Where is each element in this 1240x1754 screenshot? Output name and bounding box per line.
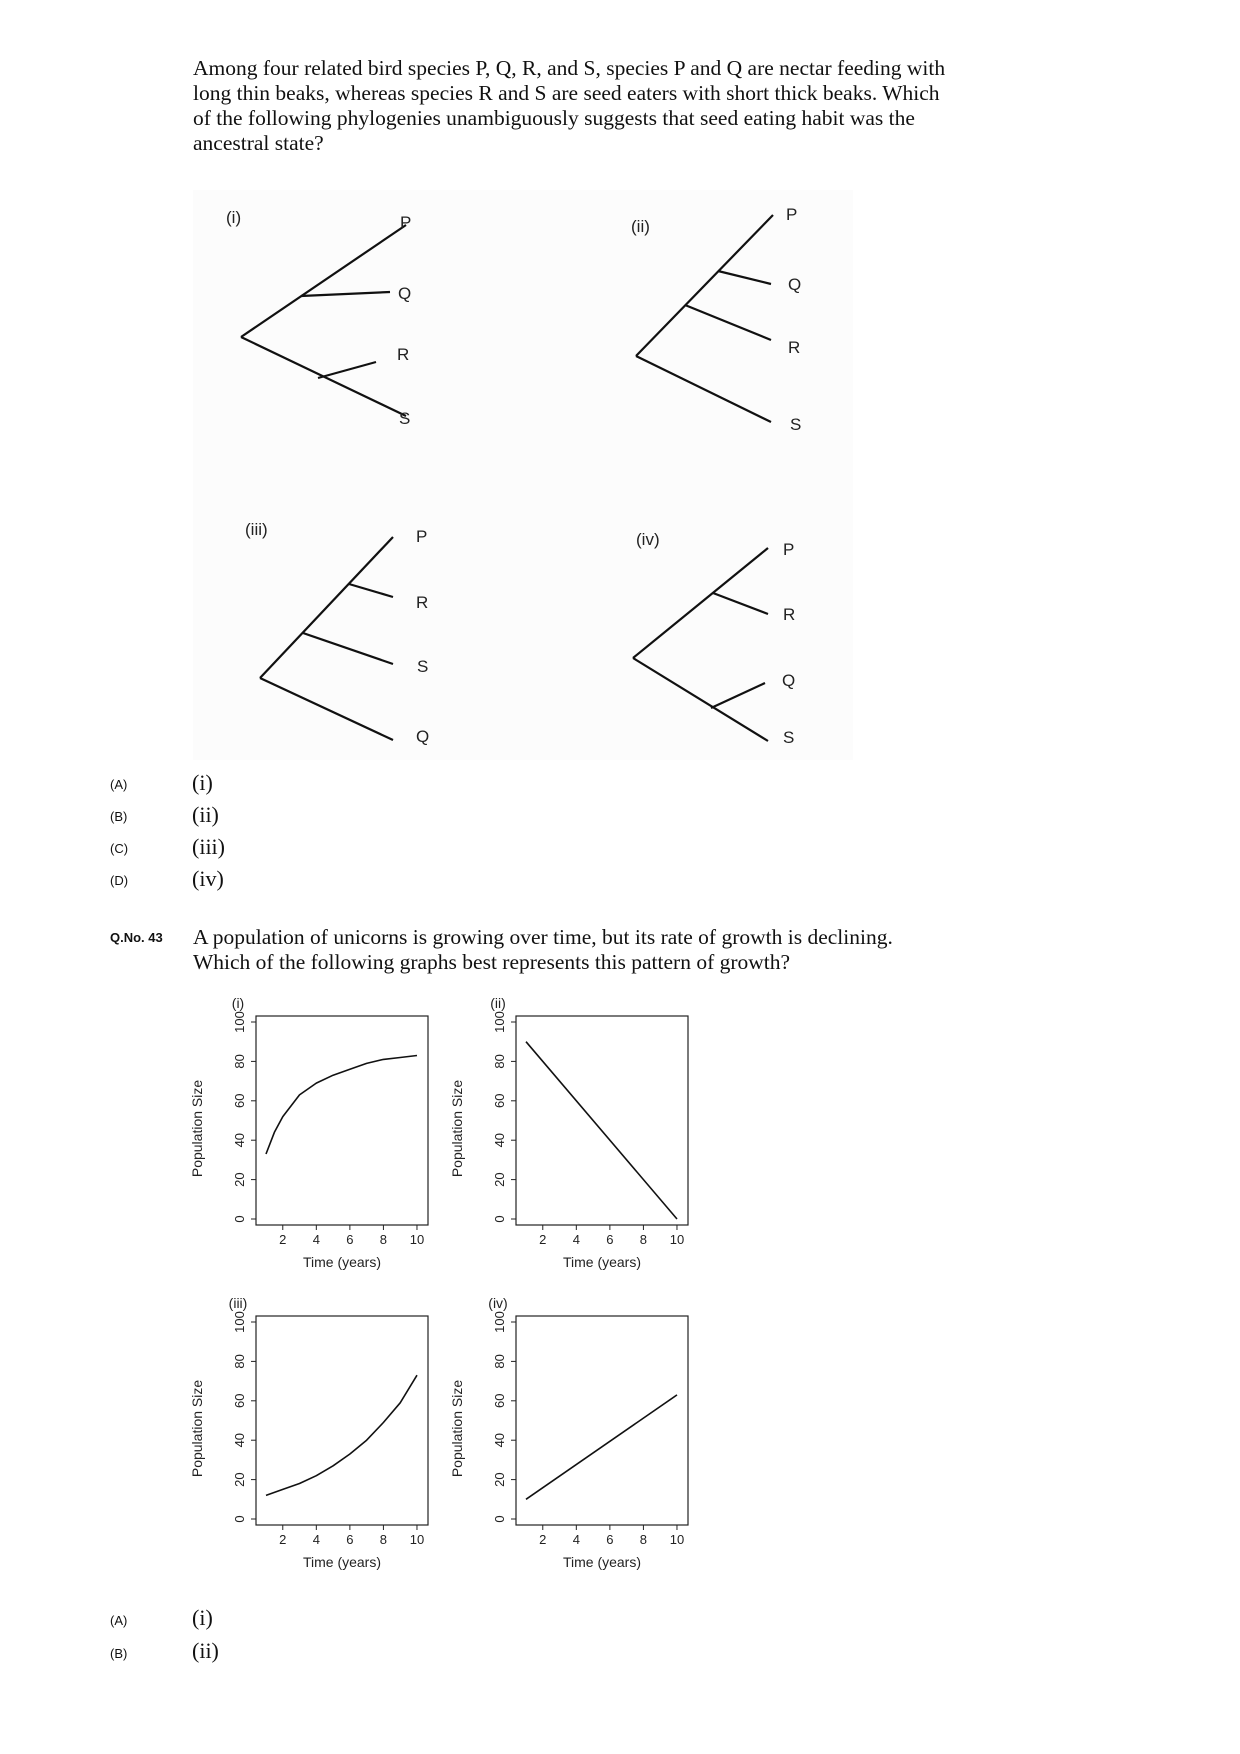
y-tick-label: 80 bbox=[232, 1054, 247, 1069]
x-tick-label: 8 bbox=[379, 1532, 388, 1547]
y-tick-label: 0 bbox=[492, 1215, 507, 1223]
plot-frame bbox=[516, 1316, 688, 1525]
chart-panel bbox=[449, 995, 688, 1270]
growth-graphs bbox=[180, 990, 700, 1600]
y-tick-label: 60 bbox=[492, 1393, 507, 1409]
x-tick-label: 10 bbox=[669, 1532, 685, 1547]
y-tick-label: 80 bbox=[492, 1354, 507, 1369]
tree-tip: S bbox=[417, 657, 429, 676]
tree-tip: S bbox=[399, 409, 411, 428]
x-axis-label: Time (years) bbox=[562, 1554, 642, 1570]
chart-title: (ii) bbox=[490, 995, 506, 1011]
y-tick-label: 100 bbox=[492, 1311, 507, 1333]
x-tick-label: 6 bbox=[346, 1232, 354, 1247]
x-tick-label: 2 bbox=[539, 1232, 547, 1247]
plot-frame bbox=[256, 1316, 428, 1525]
y-tick-label: 20 bbox=[232, 1472, 247, 1487]
y-tick-label: 40 bbox=[232, 1432, 247, 1448]
question-43-text: A population of unicorns is growing over time, but its rate of growth is declining. Which of the following graphs best represents this pattern of growth? bbox=[193, 925, 893, 974]
tree-tip: R bbox=[397, 345, 410, 364]
y-tick-label: 0 bbox=[232, 1515, 247, 1523]
chart-title: (i) bbox=[231, 995, 245, 1011]
tree-tip: R bbox=[416, 593, 429, 612]
y-tick-label: 40 bbox=[492, 1132, 507, 1148]
y-axis-label: Population Size bbox=[449, 1079, 465, 1178]
option-letter: (B) bbox=[110, 1646, 128, 1661]
x-tick-label: 6 bbox=[606, 1532, 614, 1547]
x-axis-label: Time (years) bbox=[302, 1554, 382, 1570]
tree-label: (ii) bbox=[631, 217, 650, 236]
chart-panel bbox=[189, 995, 428, 1270]
tree-label: (iii) bbox=[245, 520, 268, 539]
phylogeny-figure bbox=[193, 190, 853, 760]
chart-panel bbox=[449, 1295, 688, 1570]
y-tick-label: 20 bbox=[492, 1472, 507, 1487]
x-tick-label: 2 bbox=[539, 1532, 547, 1547]
question-number: Q.No. 43 bbox=[110, 930, 163, 945]
x-tick-label: 8 bbox=[379, 1232, 388, 1247]
y-tick-label: 40 bbox=[492, 1432, 507, 1448]
tree-tip: S bbox=[783, 728, 795, 747]
option-value[interactable]: (iv) bbox=[192, 866, 224, 891]
option-letter: (D) bbox=[110, 873, 129, 888]
tree-tip: R bbox=[788, 338, 801, 357]
x-tick-label: 4 bbox=[312, 1532, 320, 1547]
y-tick-label: 60 bbox=[232, 1393, 247, 1409]
chart-title: (iv) bbox=[488, 1295, 508, 1311]
x-tick-label: 6 bbox=[606, 1232, 614, 1247]
y-tick-label: 60 bbox=[232, 1093, 247, 1109]
x-tick-label: 10 bbox=[409, 1232, 425, 1247]
y-tick-label: 40 bbox=[232, 1132, 247, 1148]
option-letter: (A) bbox=[110, 777, 128, 792]
x-tick-label: 4 bbox=[312, 1232, 320, 1247]
series-line bbox=[266, 1056, 417, 1155]
tree-tip: Q bbox=[782, 671, 796, 690]
x-tick-label: 8 bbox=[639, 1232, 648, 1247]
y-tick-label: 100 bbox=[492, 1011, 507, 1033]
chart-panel bbox=[189, 1295, 428, 1570]
x-tick-label: 4 bbox=[572, 1532, 580, 1547]
tree-tip: Q bbox=[398, 284, 412, 303]
y-tick-label: 80 bbox=[492, 1054, 507, 1069]
question-42-text: Among four related bird species P, Q, R, and S, species P and Q are nectar feeding with long thin beaks, whereas species R and S are seed eaters with short thick beaks. Which of the following phylogenies unambiguously suggests that seed eating habit was the ancestral state? bbox=[193, 56, 946, 155]
x-tick-label: 10 bbox=[669, 1232, 685, 1247]
tree-tip: Q bbox=[416, 727, 430, 746]
series-line bbox=[526, 1042, 677, 1219]
y-tick-label: 20 bbox=[492, 1172, 507, 1187]
y-tick-label: 0 bbox=[492, 1515, 507, 1523]
y-tick-label: 100 bbox=[232, 1311, 247, 1333]
option-letter: (C) bbox=[110, 841, 129, 856]
x-tick-label: 10 bbox=[409, 1532, 425, 1547]
tree-tip: P bbox=[786, 205, 798, 224]
tree-label: (i) bbox=[226, 208, 242, 227]
tree-tip: Q bbox=[788, 275, 802, 294]
chart-title: (iii) bbox=[228, 1295, 248, 1311]
series-line bbox=[266, 1375, 417, 1495]
plot-frame bbox=[256, 1016, 428, 1225]
option-letter: (A) bbox=[110, 1613, 128, 1628]
x-tick-label: 2 bbox=[279, 1232, 287, 1247]
y-tick-label: 60 bbox=[492, 1093, 507, 1109]
y-axis-label: Population Size bbox=[189, 1079, 205, 1178]
y-tick-label: 80 bbox=[232, 1354, 247, 1369]
x-axis-label: Time (years) bbox=[562, 1254, 642, 1270]
option-value[interactable]: (i) bbox=[192, 770, 213, 795]
tree-label: (iv) bbox=[636, 530, 660, 549]
x-axis-label: Time (years) bbox=[302, 1254, 382, 1270]
option-value[interactable]: (iii) bbox=[192, 834, 225, 859]
tree-tip: P bbox=[416, 527, 428, 546]
x-tick-label: 2 bbox=[279, 1532, 287, 1547]
x-tick-label: 4 bbox=[572, 1232, 580, 1247]
tree-tip: P bbox=[400, 213, 412, 232]
y-tick-label: 0 bbox=[232, 1215, 247, 1223]
tree-tip: R bbox=[783, 605, 796, 624]
tree-tip: P bbox=[783, 540, 795, 559]
y-axis-label: Population Size bbox=[449, 1379, 465, 1478]
option-value[interactable]: (ii) bbox=[192, 1638, 219, 1663]
tree-tip: S bbox=[790, 415, 802, 434]
plot-frame bbox=[516, 1016, 688, 1225]
y-tick-label: 20 bbox=[232, 1172, 247, 1187]
x-tick-label: 6 bbox=[346, 1532, 354, 1547]
series-line bbox=[526, 1395, 677, 1499]
option-value[interactable]: (ii) bbox=[192, 802, 219, 827]
x-tick-label: 8 bbox=[639, 1532, 648, 1547]
option-letter: (B) bbox=[110, 809, 128, 824]
y-tick-label: 100 bbox=[232, 1011, 247, 1033]
y-axis-label: Population Size bbox=[189, 1379, 205, 1478]
option-value[interactable]: (i) bbox=[192, 1605, 213, 1630]
